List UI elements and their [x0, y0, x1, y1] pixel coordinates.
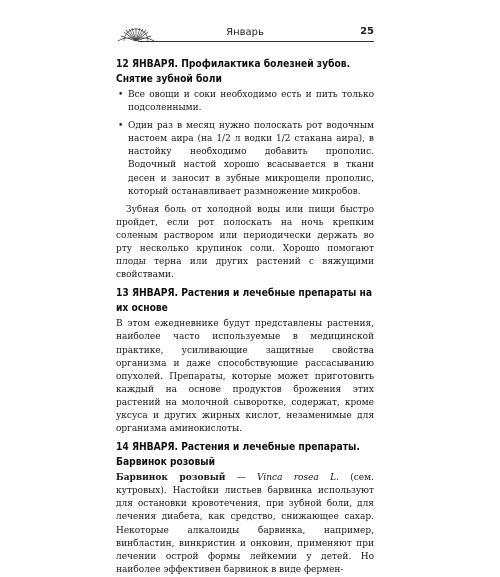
paragraph: Зубная боль от холодной воды или пищи быстро пройдет, если рот полоскать на ночь крепким соленым раствором или периодически держать во рту несколько крупинок соли. Хорошо помогают плоды терна или других растений с вяжущими свойствами.: [116, 204, 374, 281]
page-number: 25: [360, 26, 374, 37]
running-header: [116, 26, 374, 46]
bullet-icon: •: [118, 90, 124, 100]
bullet-text: Один раз в месяц нужно полоскать рот водочным настоем аира (на 1/2 л водки 1/2 стакана аира), в настойку необходимо добавить прополис. Водочный настой хорошо всасывается в ткани десен и заносит в зубные микрощели прополис, который останавливает размножение микробов.: [128, 121, 374, 197]
bullet-icon: •: [118, 121, 124, 132]
section-heading-jan14: 14 ЯНВАРЯ. Растения и лечебные препараты. Барвинок розовый: [116, 442, 360, 468]
plant-name: Барвинок розовый: [116, 473, 226, 484]
bullet-item: [116, 120, 374, 199]
paragraph-rest: (сем. кутровых). Настойки листьев барвинка используют для остановки кровотечения, при зубной боли, для лечения диабета, как средство, снижающее сахар. Некоторые алкалоиды барвинка, например, винбластин, винкристин и онковин, применяют при лечении острой формы лейкемии у детей. Но наиболее эффективен барвинок в виде фермен-: [116, 473, 374, 575]
header-rule: [138, 41, 374, 42]
section-heading-jan13: 13 ЯНВАРЯ. Растения и лечебные препараты на их основе: [116, 288, 373, 314]
bullet-item: [116, 89, 374, 115]
dash: —: [225, 473, 258, 484]
bullet-text: Все овощи и соки необходимо есть и пить только подсоленными.: [128, 90, 374, 114]
section-heading-jan12: 12 ЯНВАРЯ. Профилактика болезней зубов. Снятие зубной боли: [116, 59, 351, 85]
running-title: Январь: [226, 27, 264, 38]
paragraph: В этом ежедневнике будут представлены растения, наиболее часто используемые в медицинской практике, усиливающие защитные свойства организма и даже способствующие рассасыванию опухолей. Препараты, которые может приготовить каждый на основе продуктов брожения этих растений на молочной сыворотке, содержат, кроме уксуса и других жирных кислот, незаменимые для организма аминокислоты.: [116, 319, 374, 435]
paragraph: [116, 472, 374, 577]
page-body: [116, 58, 374, 577]
latin-name: Vinca rosea L.: [257, 473, 339, 484]
